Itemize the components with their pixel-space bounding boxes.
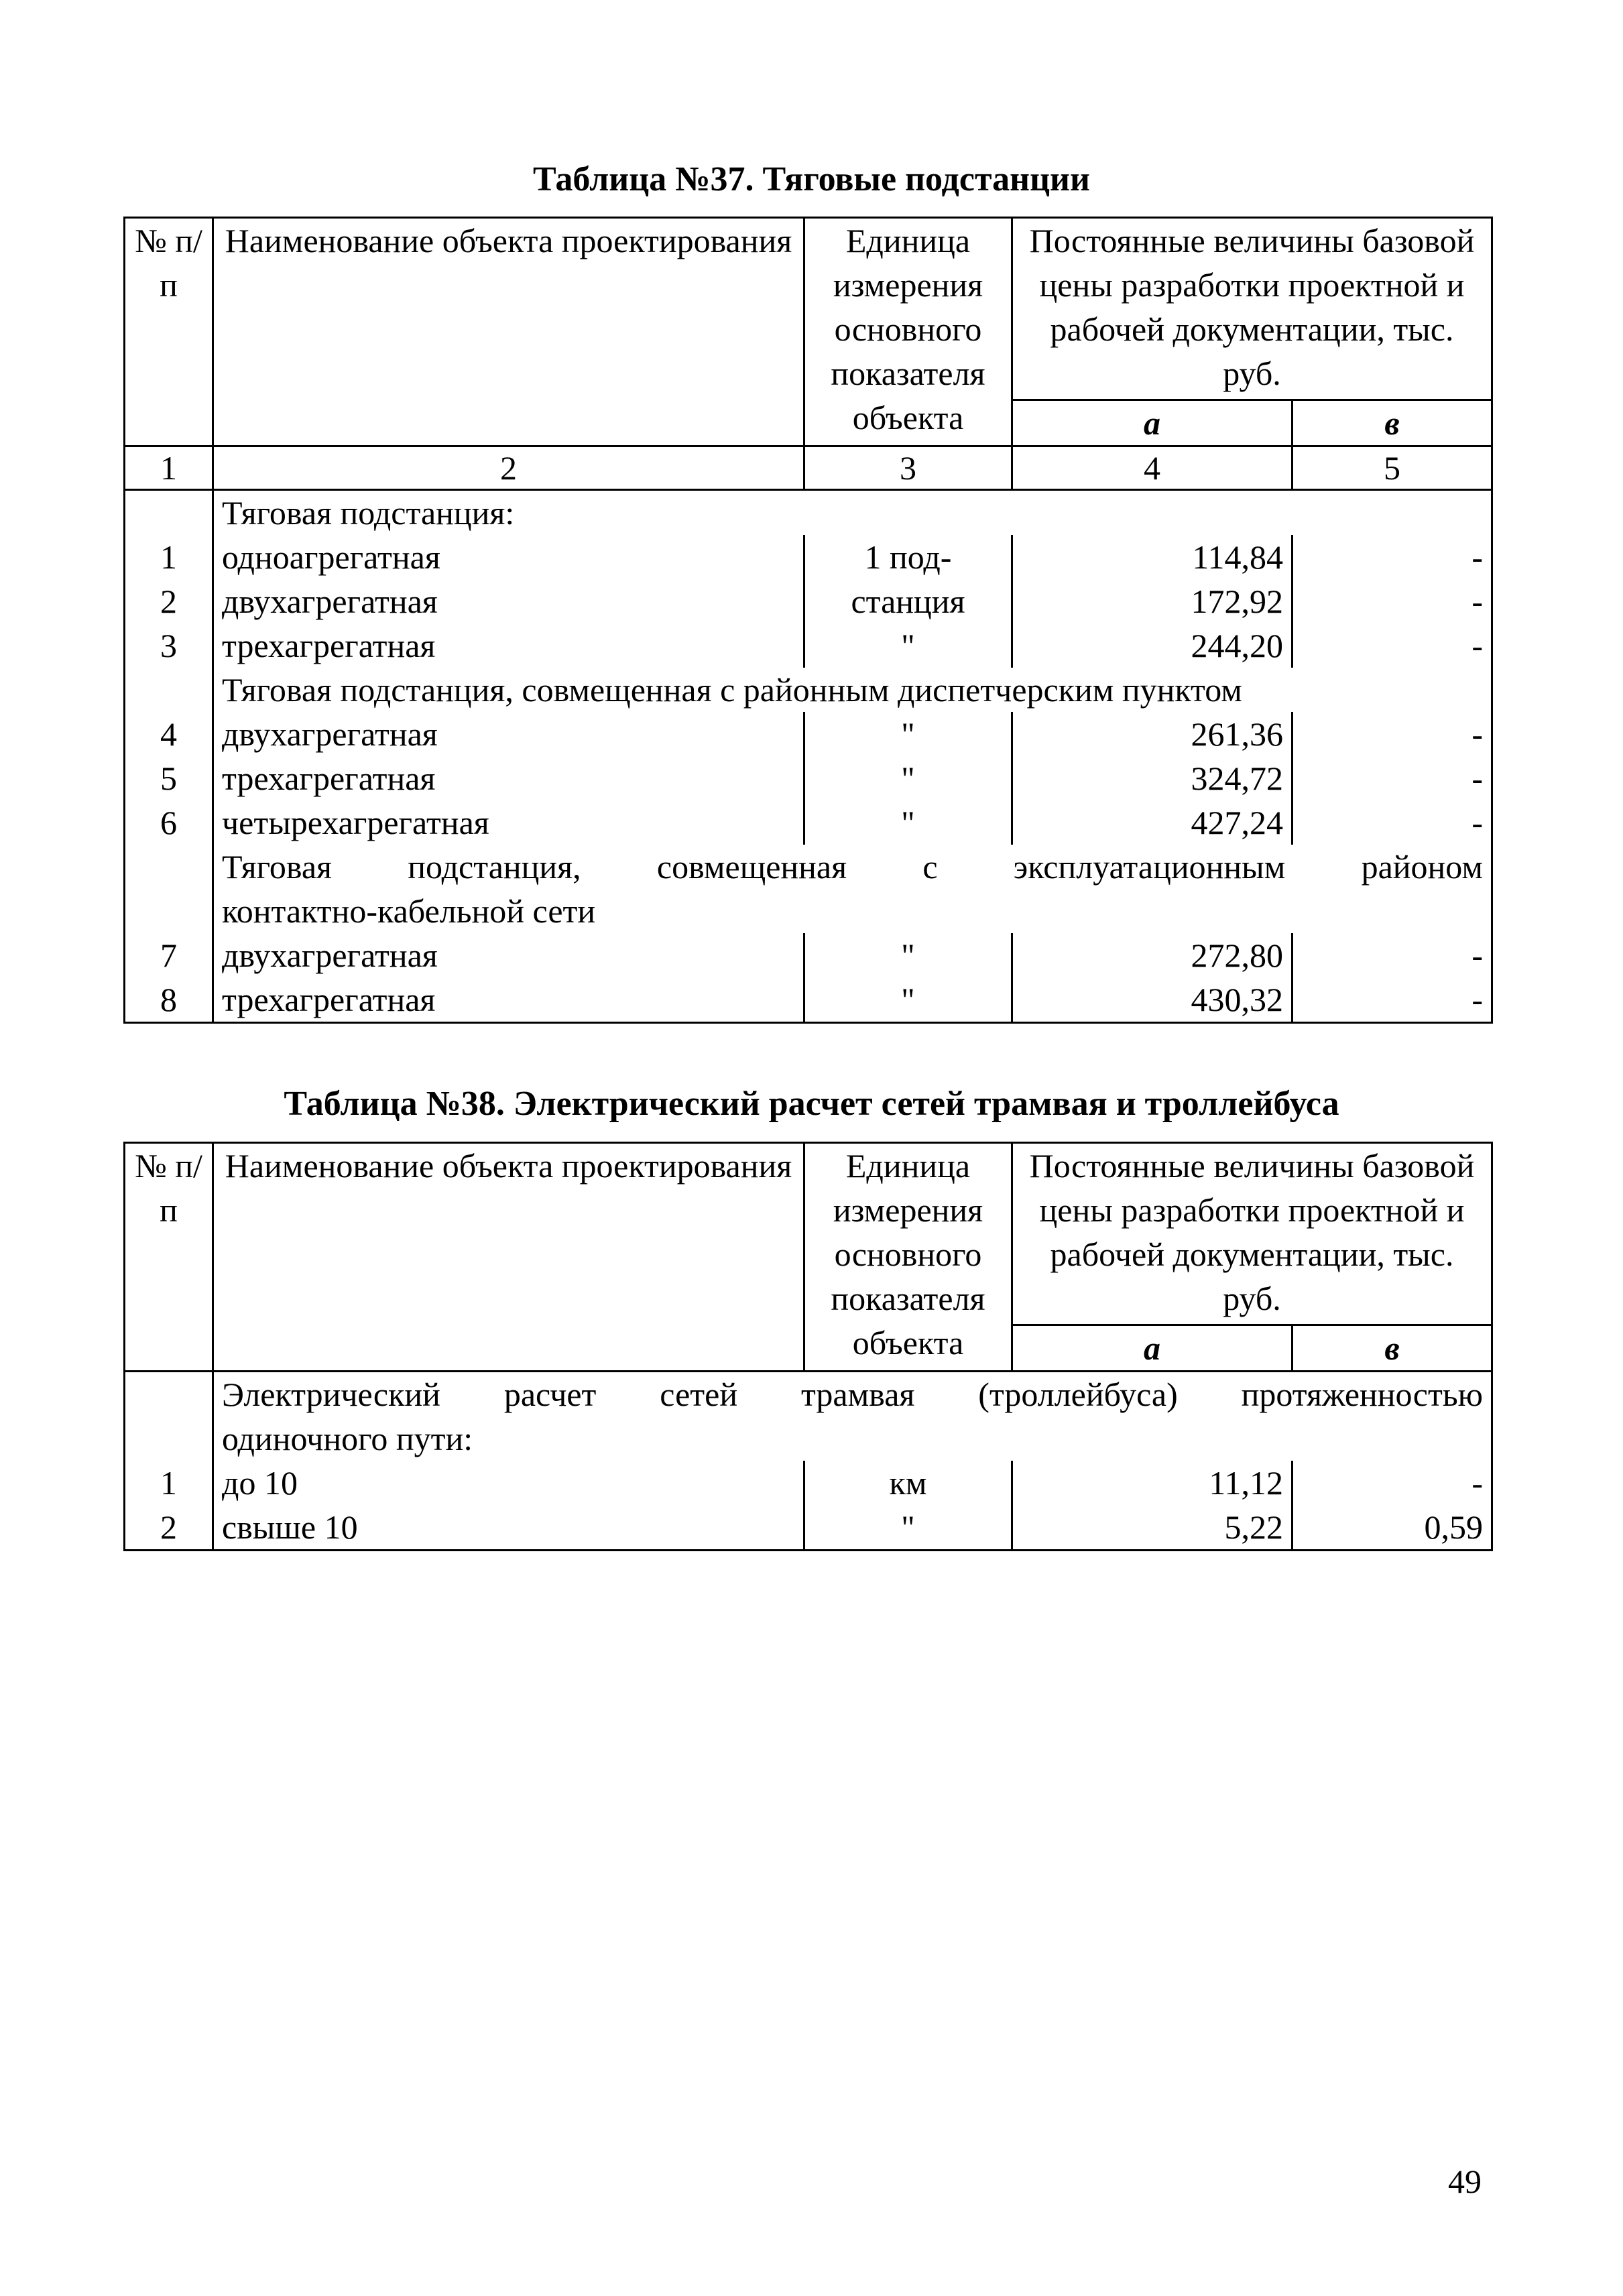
row-name: двухагрегатная: [213, 579, 804, 623]
row-value-a: 272,80: [1012, 933, 1293, 977]
row-name: двухагрегатная: [213, 712, 804, 756]
row-name: трехагрегатная: [213, 977, 804, 1023]
table38: [123, 1142, 1493, 1551]
group-label: Тяговая подстанция:: [213, 490, 1492, 536]
table38-title: Таблица №38. Электрический расчет сетей трамвая и троллейбуса: [284, 1085, 1339, 1123]
row-value-b: -: [1293, 712, 1492, 756]
header-a: а: [1012, 1325, 1293, 1372]
row-num: 2: [125, 1505, 213, 1551]
row-name: трехагрегатная: [213, 623, 804, 668]
header-b: в: [1293, 1325, 1492, 1372]
row-value-a: 244,20: [1012, 623, 1293, 668]
row-num: 5: [125, 756, 213, 800]
row-num: 4: [125, 712, 213, 756]
row-unit: станция: [804, 579, 1012, 623]
col-number: 4: [1012, 446, 1293, 490]
col-number: 2: [213, 446, 804, 490]
row-value-a: 430,32: [1012, 977, 1293, 1023]
row-unit: ": [804, 712, 1012, 756]
row-value-b: -: [1293, 1461, 1492, 1505]
row-num: 1: [125, 1461, 213, 1505]
row-unit: ": [804, 800, 1012, 845]
row-value-a: 5,22: [1012, 1505, 1293, 1551]
table37: [123, 217, 1493, 1024]
header-name: Наименование объекта проектирования: [213, 1143, 804, 1372]
row-value-a: 261,36: [1012, 712, 1293, 756]
row-name: до 10: [213, 1461, 804, 1505]
row-name: трехагрегатная: [213, 756, 804, 800]
row-value-b: -: [1293, 756, 1492, 800]
row-name: свыше 10: [213, 1505, 804, 1551]
col-number: 3: [804, 446, 1012, 490]
row-value-b: -: [1293, 800, 1492, 845]
col-number: 1: [125, 446, 213, 490]
row-num: 8: [125, 977, 213, 1023]
row-num: 7: [125, 933, 213, 977]
row-num: 3: [125, 623, 213, 668]
row-value-b: -: [1293, 579, 1492, 623]
row-name: одноагрегатная: [213, 535, 804, 579]
row-name: четырехагрегатная: [213, 800, 804, 845]
row-value-b: -: [1293, 933, 1492, 977]
col-number: 5: [1293, 446, 1492, 490]
header-unit: Единица измерения основного показателя объекта: [804, 218, 1012, 446]
header-unit: Единица измерения основного показателя объекта: [804, 1143, 1012, 1372]
group-label: Тяговая подстанция, совмещенная с районным диспетчерским пунктом: [213, 668, 1492, 712]
row-value-b: -: [1293, 977, 1492, 1023]
row-num: 6: [125, 800, 213, 845]
row-value-a: 114,84: [1012, 535, 1293, 579]
group-label-continued: контактно-кабельной сети: [213, 889, 1492, 933]
row-unit: ": [804, 623, 1012, 668]
group-label: Электрический расчет сетей трамвая (троллейбуса) протяженностью: [213, 1372, 1492, 1417]
header-num: № п/п: [125, 218, 213, 446]
header-price: Постоянные величины базовой цены разработки проектной и рабочей документации, тыс. руб.: [1012, 1143, 1492, 1325]
header-name: Наименование объекта проектирования: [213, 218, 804, 446]
row-value-a: 427,24: [1012, 800, 1293, 845]
row-unit: ": [804, 933, 1012, 977]
page-number: 49: [1448, 2163, 1482, 2200]
header-a: а: [1012, 400, 1293, 446]
row-unit: ": [804, 756, 1012, 800]
table37-title: Таблица №37. Тяговые подстанции: [533, 160, 1090, 198]
row-value-a: 324,72: [1012, 756, 1293, 800]
row-value-b: -: [1293, 623, 1492, 668]
group-label: Тяговая подстанция, совмещенная с эксплуатационным районом: [213, 845, 1492, 889]
row-name: двухагрегатная: [213, 933, 804, 977]
row-value-a: 172,92: [1012, 579, 1293, 623]
row-num: 1: [125, 535, 213, 579]
row-value-b: -: [1293, 535, 1492, 579]
row-num: 2: [125, 579, 213, 623]
group-label-continued: одиночного пути:: [213, 1416, 1492, 1461]
header-price: Постоянные величины базовой цены разработки проектной и рабочей документации, тыс. руб.: [1012, 218, 1492, 400]
row-unit: ": [804, 1505, 1012, 1551]
row-unit: км: [804, 1461, 1012, 1505]
row-unit: 1 под-: [804, 535, 1012, 579]
row-value-a: 11,12: [1012, 1461, 1293, 1505]
header-b: в: [1293, 400, 1492, 446]
row-unit: ": [804, 977, 1012, 1023]
header-num: № п/п: [125, 1143, 213, 1372]
row-value-b: 0,59: [1293, 1505, 1492, 1551]
